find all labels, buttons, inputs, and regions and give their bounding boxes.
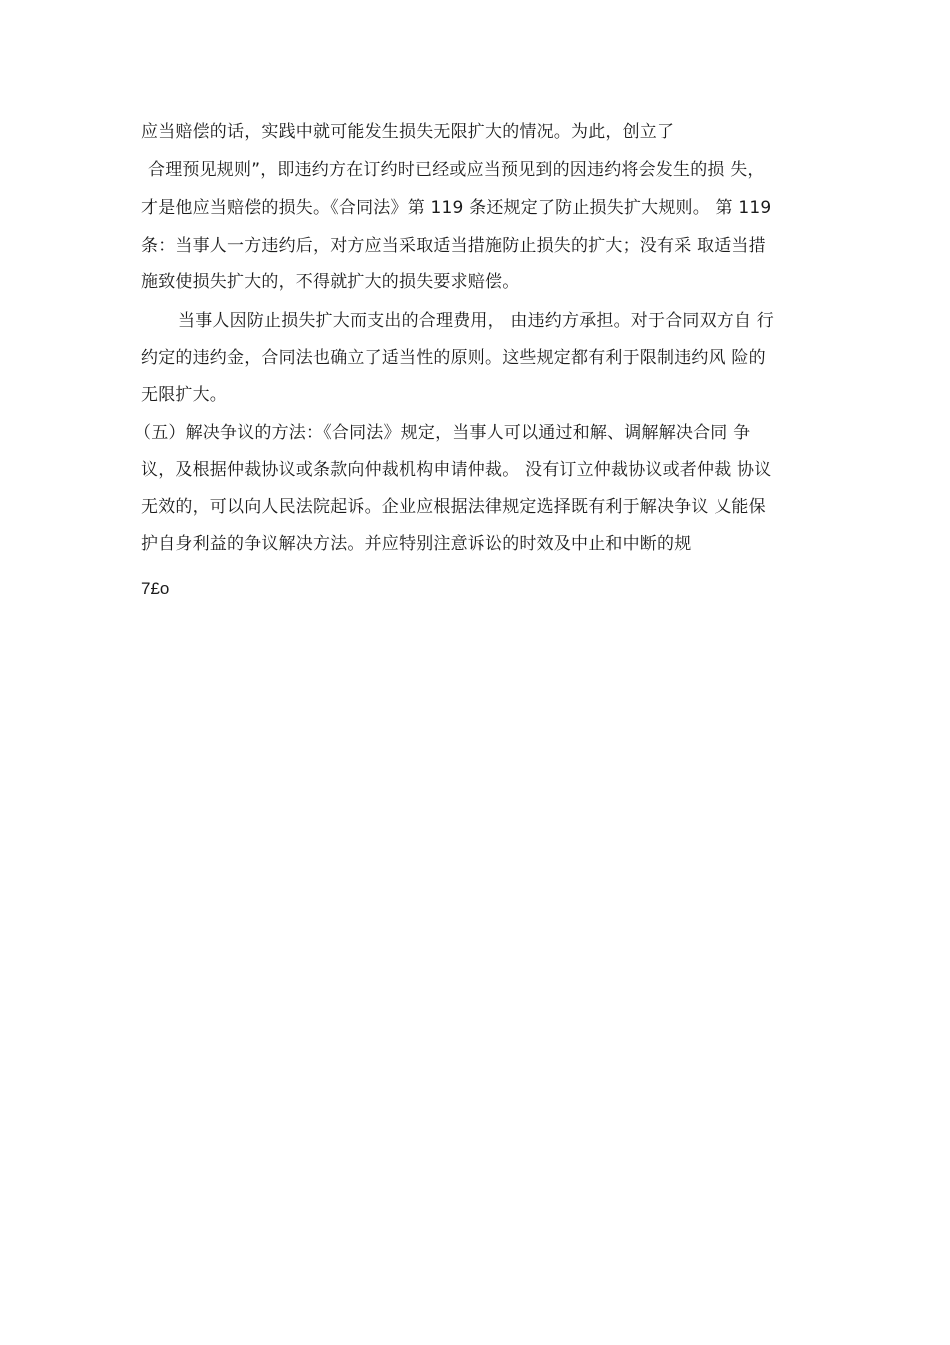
text-line: 议，及根据仲裁协议或条款向仲裁机构申请仲裁。 没有订立仲裁协议或者仲裁 协议 bbox=[141, 460, 772, 480]
text-line: 无效的，可以向人民法院起诉。企业应根据法律规定选择既有利于解决争议 乂能保 bbox=[141, 497, 766, 517]
page-footer-text: 7£o bbox=[141, 579, 170, 598]
text-line: 才是他应当赔偿的损失。《合同法》第 119 条还规定了防止损失扩大规则。 第 119 bbox=[141, 198, 772, 218]
text-line: （五）解决争议的方法：《合同法》规定，当事人可以通过和解、调解解决合同 争 bbox=[134, 423, 751, 443]
text-line: 当事人因防止损失扩大而支出的合理费用， 由违约方承担。对于合同双方自 行 bbox=[178, 311, 775, 331]
text-line: 施致使损失扩大的，不得就扩大的损失要求赔偿。 bbox=[141, 272, 520, 292]
text-line: 无限扩大。 bbox=[141, 385, 227, 405]
text-line: 护自身利益的争议解决方法。并应特别注意诉讼的时效及中止和中断的规 bbox=[141, 534, 692, 554]
text-line: 约定的违约金，合同法也确立了适当性的原则。这些规定都有利于限制违约风 险的 bbox=[141, 348, 766, 368]
text-line: 应当赔偿的话，实践中就可能发生损失无限扩大的情况。为此，创立了 bbox=[141, 122, 675, 142]
text-line: 条：当事人一方违约后，对方应当采取适当措施防止损失的扩大；没有采 取适当措 bbox=[141, 236, 766, 256]
text-line: 合理预见规则”，即违约方在订约时已经或应当预见到的因违约将会发生的损 失， bbox=[148, 160, 765, 180]
